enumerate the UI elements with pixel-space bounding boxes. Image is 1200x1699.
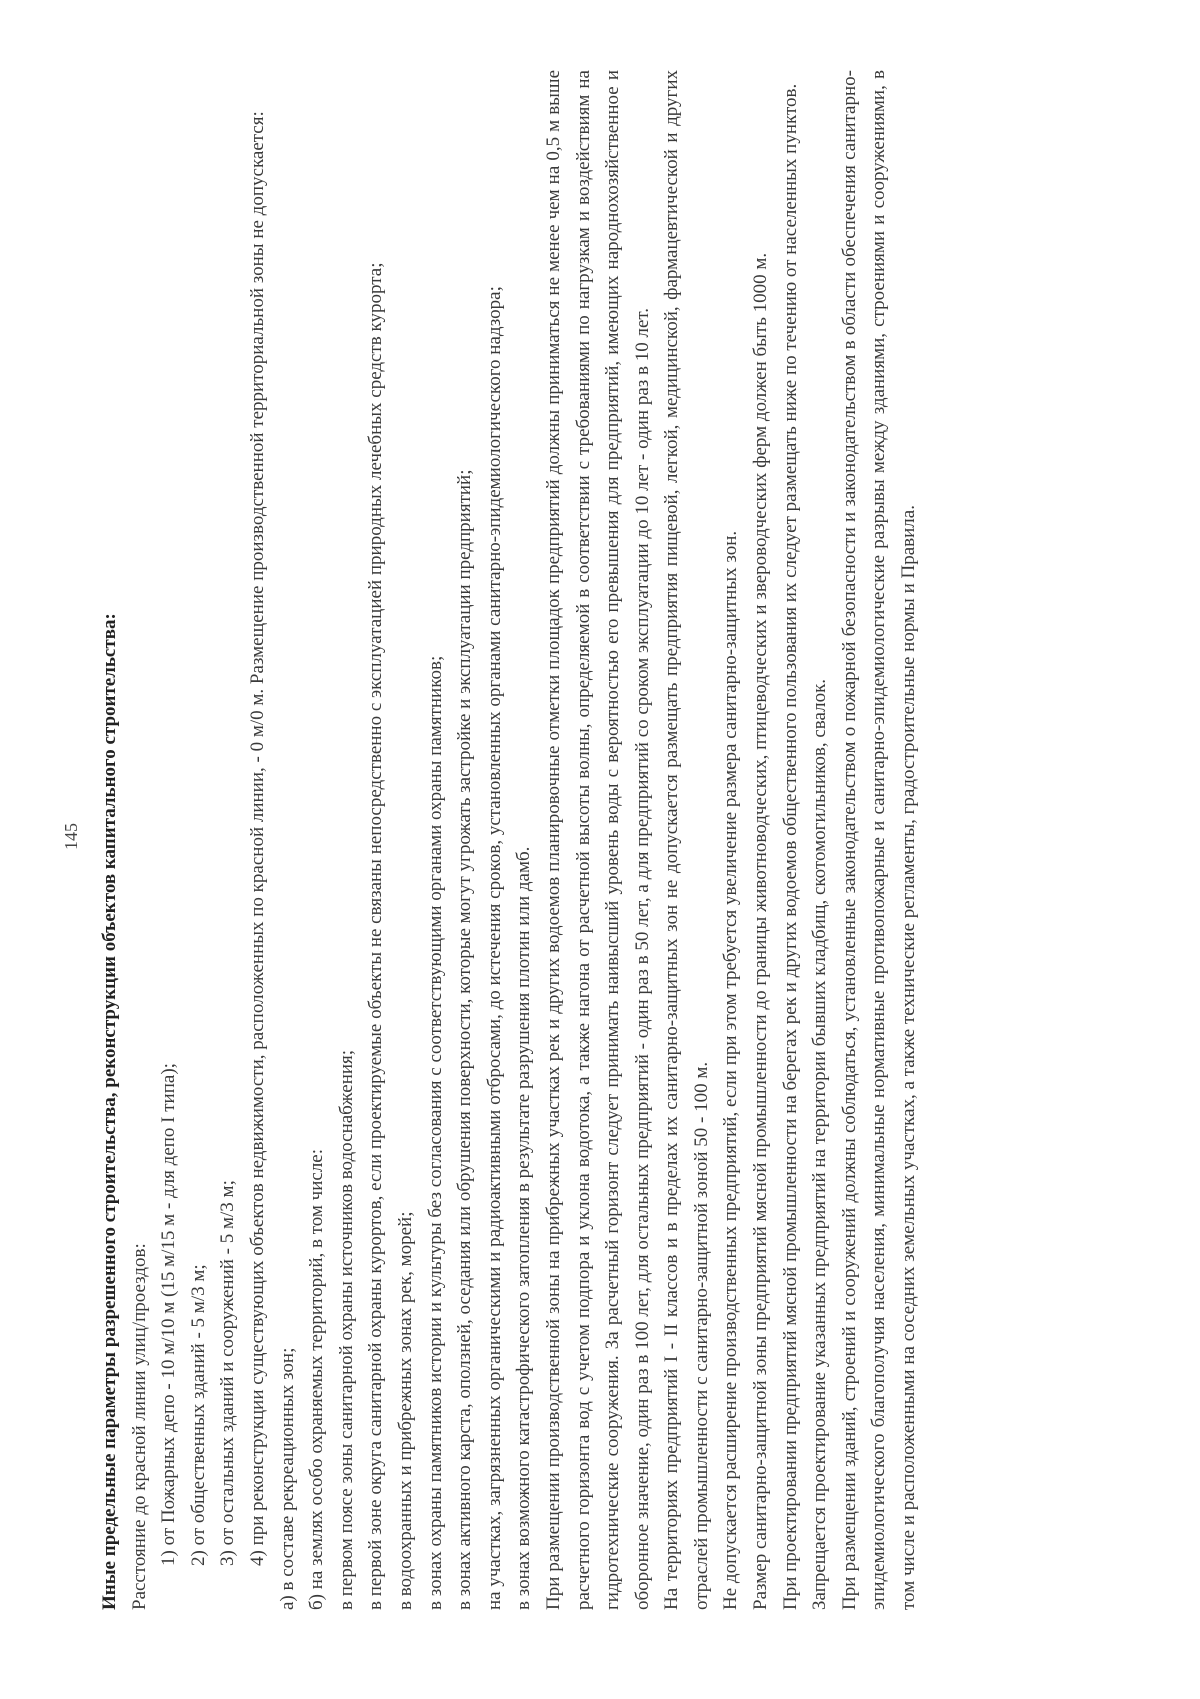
paragraph-water-sanitary-zone: в первом поясе зоны санитарной охраны источников водоснабжения; bbox=[335, 1049, 357, 1610]
paragraph-downstream: При проектировании предприятий мясной промышленности на берегах рек и других водоемов общественного пользования их следует размещать ниже по течению от населенных пунктов. bbox=[779, 83, 801, 1610]
list-item-other-buildings: 3) от остальных зданий и сооружений - 5 м/3 м; bbox=[217, 1180, 239, 1566]
paragraph-contaminated: на участках, загрязненных органическими и радиоактивными отбросами, до истечения сроков, установленных органами санитарно-эпидемиологического надзора; bbox=[483, 286, 505, 1610]
page-number: 145 bbox=[61, 823, 81, 850]
paragraph-monuments: в зонах охраны памятников истории и культуры без согласования с соответствующими органами охраны памятников; bbox=[424, 655, 446, 1610]
list-item-reconstruction: 4) при реконструкции существующих объектов недвижимости, расположенных по красной линии, - 0 м/0 м. Размещение производственной территориальной зоны не допускается: bbox=[246, 111, 268, 1566]
paragraph-distance-intro: Расстояние до красной линии улиц/проездов: bbox=[128, 1243, 150, 1610]
paragraph-karst: в зонах активного карста, оползней, оседания или обрушения поверхности, которые могут угрожать застройке и эксплуатации предприятий; bbox=[454, 469, 476, 1610]
section-heading: Иные предельные параметры разрешенного строительства, реконструкции объектов капитального строительства: bbox=[99, 613, 120, 1610]
list-item-protected-lands: б) на землях особо охраняемых территорий, в том числе: bbox=[306, 1148, 328, 1610]
paragraph-water-protection: в водоохранных и прибрежных зонах рек, морей; bbox=[394, 1211, 416, 1610]
paragraph-resort-zone: в первой зоне округа санитарной охраны курортов, если проектируемые объекты не связаны непосредственно с эксплуатацией природных лечебных средств курорта; bbox=[365, 262, 387, 1610]
paragraph-fire-safety: При размещении зданий, строений и сооружений должны соблюдаться, установленные законодательством о пожарной безопасности и законодательством в области обеспечения санитарно-эпидемиологического благополучия населения, минимальные нормативные противопожарные и санитарно-эпидемиологические разрывы между зданиями, строениями и сооружениями, в том числе и расположенными на соседних земельных участках, а также технические регламенты, градостроительные нормы и Правила. bbox=[838, 70, 920, 1610]
list-item-recreation: а) в составе рекреационных зон; bbox=[276, 1347, 298, 1610]
paragraph-meat-industry-zone: Размер санитарно-защитной зоны предприятий мясной промышленности до границы животноводческих, птицеводческих и звероводческих ферм должен быть 1000 м. bbox=[750, 252, 772, 1610]
list-item-fire-depot: 1) от Пожарных депо - 10 м/10 м (15 м/15 м - для депо I типа); bbox=[158, 1063, 180, 1566]
rotated-text-block bbox=[61, 70, 1075, 1610]
paragraph-no-expansion: Не допускается расширение производственных предприятий, если при этом требуется увеличение размера санитарно-защитных зон. bbox=[720, 530, 742, 1610]
paragraph-class-restrictions: На территориях предприятий I - II классов и в пределах их санитарно-защитных зон не допускается размещать предприятия пищевой, легкой, медицинской, фармацевтической и других отраслей промышленности с санитарно-защитной зоной 50 - 100 м. bbox=[661, 70, 712, 1610]
list-item-public-buildings: 2) от общественных зданий - 5 м/3 м; bbox=[187, 1264, 209, 1566]
paragraph-prohibition: Запрещается проектирование указанных предприятий на территории бывших кладбищ, скотомогильников, свалок. bbox=[809, 678, 831, 1610]
paragraph-flooding: в зонах возможного катастрофического затопления в результате разрушения плотин или дамб. bbox=[513, 846, 535, 1610]
paragraph-coastal-placement: При размещении производственной зоны на прибрежных участках рек и других водоемов планировочные отметки площадок предприятий должны приниматься не менее чем на 0,5 м выше расчетного горизонта вод с учетом подпора и уклона водотока, а также нагона от расчетной высоты волны, определяемой в соответствии с требованиями по нагрузкам и воздействиям на гидротехнические сооружения. За расчетный горизонт следует принимать наивысший уровень воды с вероятностью его превышения для предприятий, имеющих народнохозяйственное и оборонное значение, один раз в 100 лет, для остальных предприятий - один раз в 50 лет, а для предприятий со сроком эксплуатации до 10 лет - один раз в 10 лет. bbox=[542, 70, 653, 1610]
